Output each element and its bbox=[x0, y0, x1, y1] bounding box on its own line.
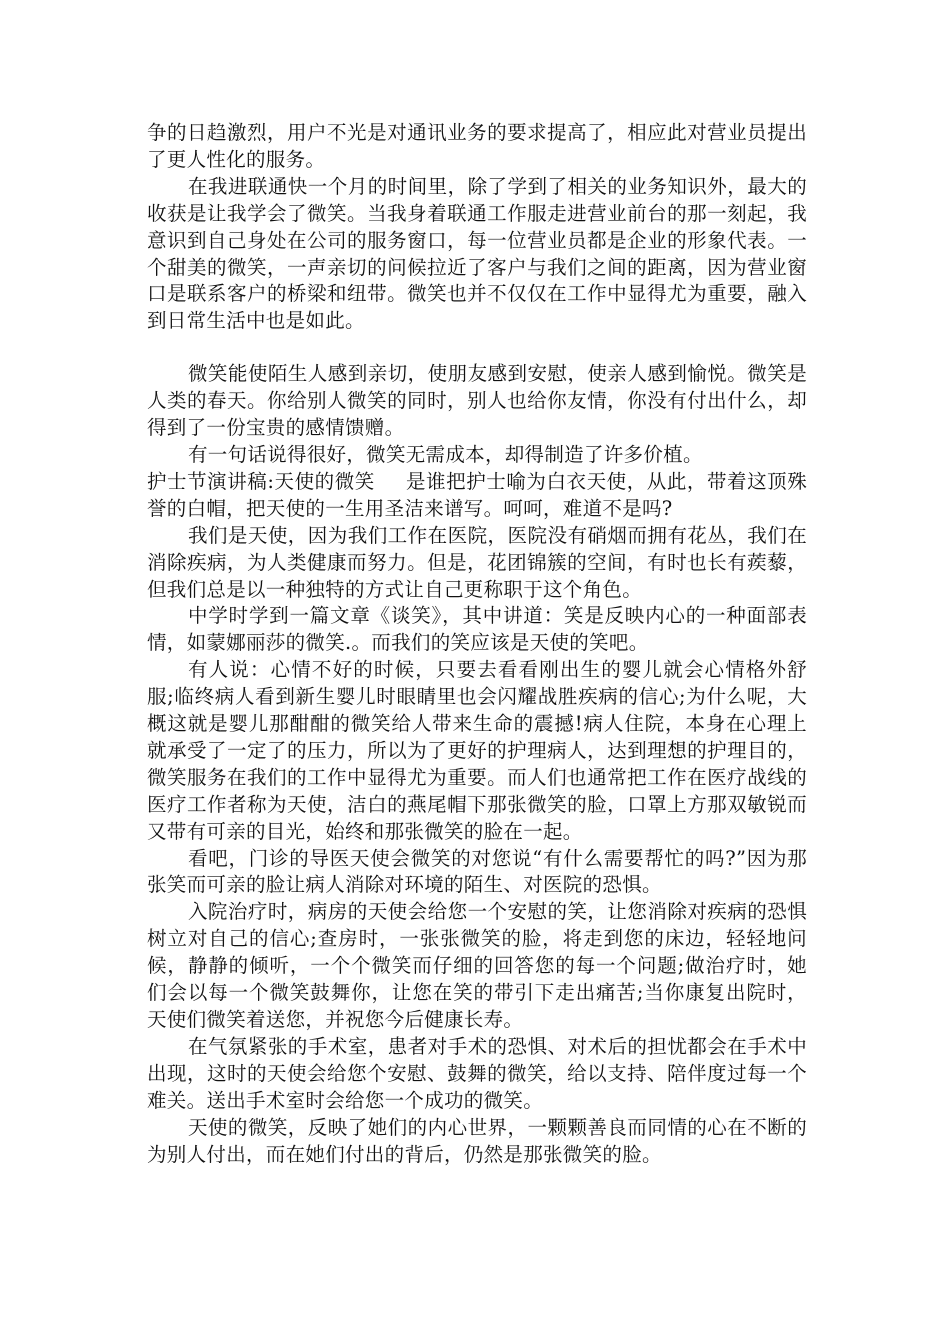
paragraph-angel-smile: 天使的微笑，反映了她们的内心世界，一颗颗善良而同情的心在不断的为别人付出，而在她们付出的背后，仍然是那张微笑的脸。 bbox=[147, 1115, 807, 1166]
paragraph-we-are-angels: 我们是天使，因为我们工作在医院，医院没有硝烟而拥有花丛，我们在消除疾病，为人类健康而努力。但是，花团锦簇的空间，有时也长有蒺藜，但我们总是以一种独特的方式让自己更称职于这个角色。 bbox=[147, 523, 807, 601]
paragraph-operating-room: 在气氛紧张的手术室，患者对手术的恐惧、对术后的担忧都会在手术中出现，这时的天使会给您个安慰、鼓舞的微笑，给以支持、陪伴度过每一个难关。送出手术室时会给您一个成功的微笑。 bbox=[147, 1034, 807, 1112]
document-page bbox=[147, 120, 807, 1168]
speech-title: 护士节演讲稿:天使的微笑 bbox=[147, 469, 375, 493]
paragraph-inpatient: 入院治疗时，病房的天使会给您一个安慰的笑，让您消除对疾病的恐惧树立对自己的信心;查房时，一张张微笑的脸，将走到您的床边，轻轻地问候，静静的倾听，一个个微笑而仔细的回答您的每一个问题;做治疗时，她们会以每一个微笑鼓舞你，让您在笑的带引下走出痛苦;当你康复出院时，天使们微笑着送您，并祝您今后健康长寿。 bbox=[147, 900, 807, 1031]
paragraph-smile-effects: 微笑能使陌生人感到亲切，使朋友感到安慰，使亲人感到愉悦。微笑是人类的春天。你给别人微笑的同时，别人也给你友情，你没有付出什么，却得到了一份宝贵的感情馈赠。 bbox=[147, 362, 807, 440]
paragraph-on-laughter: 中学时学到一篇文章《谈笑》，其中讲道：笑是反映内心的一种面部表情，如蒙娜丽莎的微笑.。而我们的笑应该是天使的笑吧。 bbox=[147, 604, 807, 655]
speech-heading-paragraph bbox=[147, 469, 807, 523]
paragraph-no-cost: 有一句话说得很好，微笑无需成本，却得制造了许多价植。 bbox=[187, 442, 703, 466]
paragraph-infant-smile: 有人说：心情不好的时候，只要去看看刚出生的婴儿就会心情格外舒服;临终病人看到新生婴儿时眼睛里也会闪耀战胜疾病的信心;为什么呢，大概这就是婴儿那酣酣的微笑给人带来生命的震撼!病人住院，本身在心理上就承受了一定了的压力，所以为了更好的护理病人，达到理想的护理目的，微笑服务在我们的工作中显得尤为重要。而人们也通常把工作在医疗战线的医疗工作者称为天使，洁白的燕尾帽下那张微笑的脸，口罩上方那双敏锐而又带有可亲的目光，始终和那张微笑的脸在一起。 bbox=[147, 658, 807, 843]
paragraph-continued: 争的日趋激烈，用户不光是对通讯业务的要求提高了，相应此对营业员提出了更人性化的服务。 bbox=[147, 121, 807, 171]
paragraph-outpatient: 看吧，门诊的导医天使会微笑的对您说“有什么需要帮忙的吗?”因为那张笑而可亲的脸让病人消除对环境的陌生、对医院的恐惧。 bbox=[147, 846, 807, 897]
paragraph-learning-smile: 在我进联通快一个月的时间里，除了学到了相关的业务知识外，最大的收获是让我学会了微笑。当我身着联通工作服走进营业前台的那一刻起，我意识到自己身处在公司的服务窗口，每一位营业员都是企业的形象代表。一个甜美的微笑，一声亲切的问候拉近了客户与我们之间的距离，因为营业窗口是联系客户的桥梁和纽带。微笑也并不仅仅在工作中显得尤为重要，融入到日常生活中也是如此。 bbox=[147, 174, 807, 333]
speech-intro: 是谁把护士喻为白衣天使，从此，带着这顶殊誉的白帽，把天使的一生用圣洁来谱写。呵呵，难道不是吗? bbox=[147, 469, 807, 520]
paragraph-gap bbox=[147, 335, 807, 361]
